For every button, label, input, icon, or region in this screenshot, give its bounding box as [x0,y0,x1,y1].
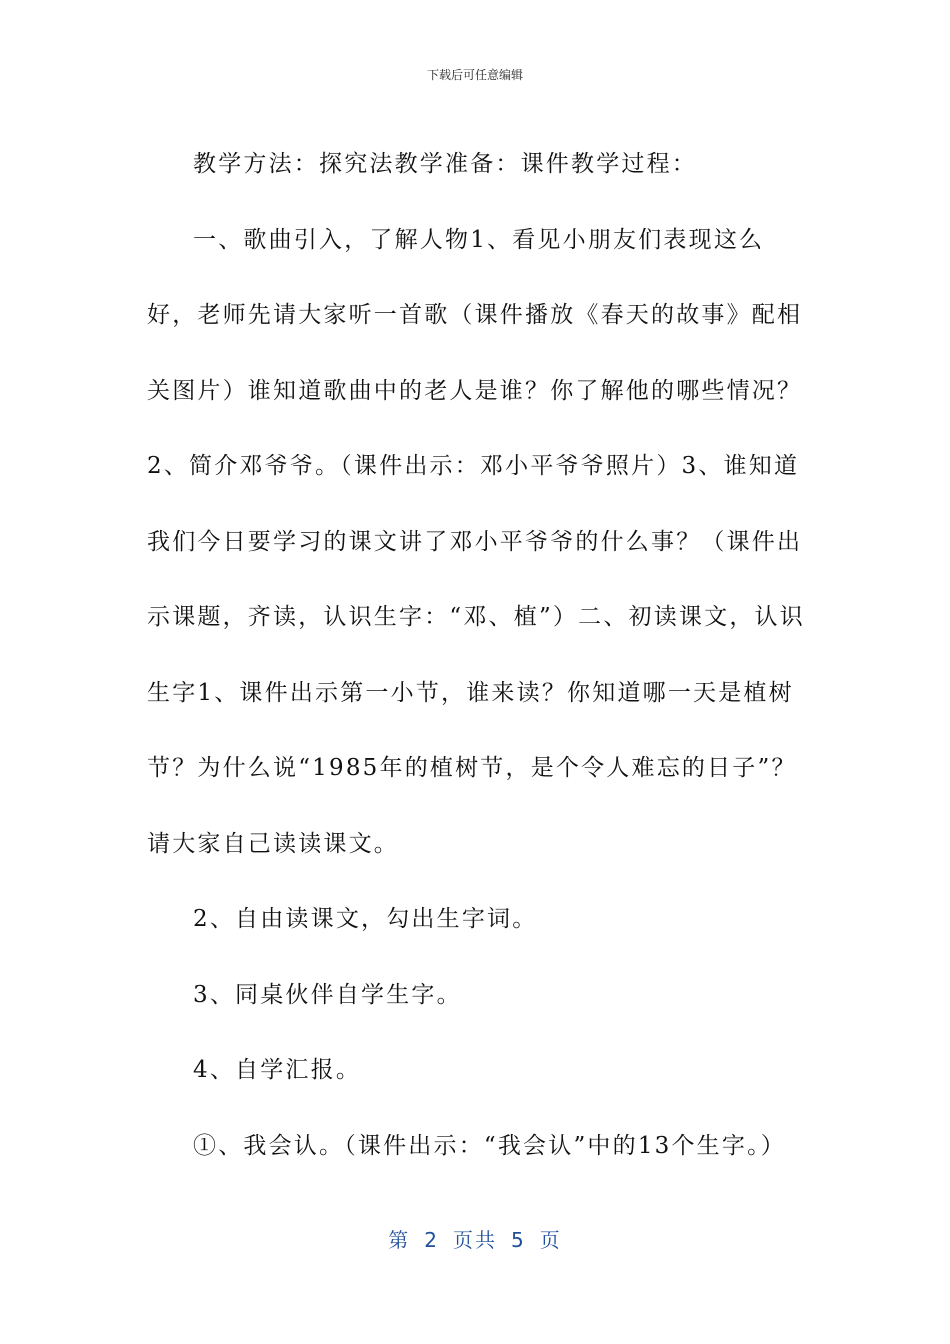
paragraph-step-4-1: ①、我会认。（课件出示：“我会认”中的13个生字。） [193,1132,786,1159]
footer-page-number: 2 [424,1228,439,1252]
footer-suffix: 页 [539,1228,562,1252]
paragraph-step-2: 2、自由读课文，勾出生字词。 [193,906,538,932]
document-body [147,127,807,1184]
footer-middle: 页共 [453,1228,497,1252]
footer-total-pages: 5 [511,1228,526,1252]
footer-prefix: 第 [388,1228,411,1252]
paragraph-step-4: 4、自学汇报。 [193,1057,362,1083]
paragraph-methods: 教学方法：探究法教学准备：课件教学过程： [193,151,697,177]
paragraph-step-3: 3、同桌伙伴自学生字。 [193,981,462,1008]
header-note: 下载后可任意编辑 [426,68,523,82]
page-number-footer [0,1224,950,1253]
paragraph-intro: 一、歌曲引入，了解人物1、看见小朋友们表现这么好，老师先请大家听一首歌（课件播放《春天的故事》配相关图片）谁知道歌曲中的老人是谁？你了解他的哪些情况？2、简介邓爷爷。（课件出示：邓小平爷爷照片）3、谁知道我们今日要学习的课文讲了邓小平爷爷的什么事？（课件出示课题，齐读，认识生字：“邓、植”）二、初读课文，认识生字1、课件出示第一小节，谁来读？你知道哪一天是植树节？为什么说“1985年的植树节，是个令人难忘的日子”？请大家自己读读课文。 [147,226,805,857]
